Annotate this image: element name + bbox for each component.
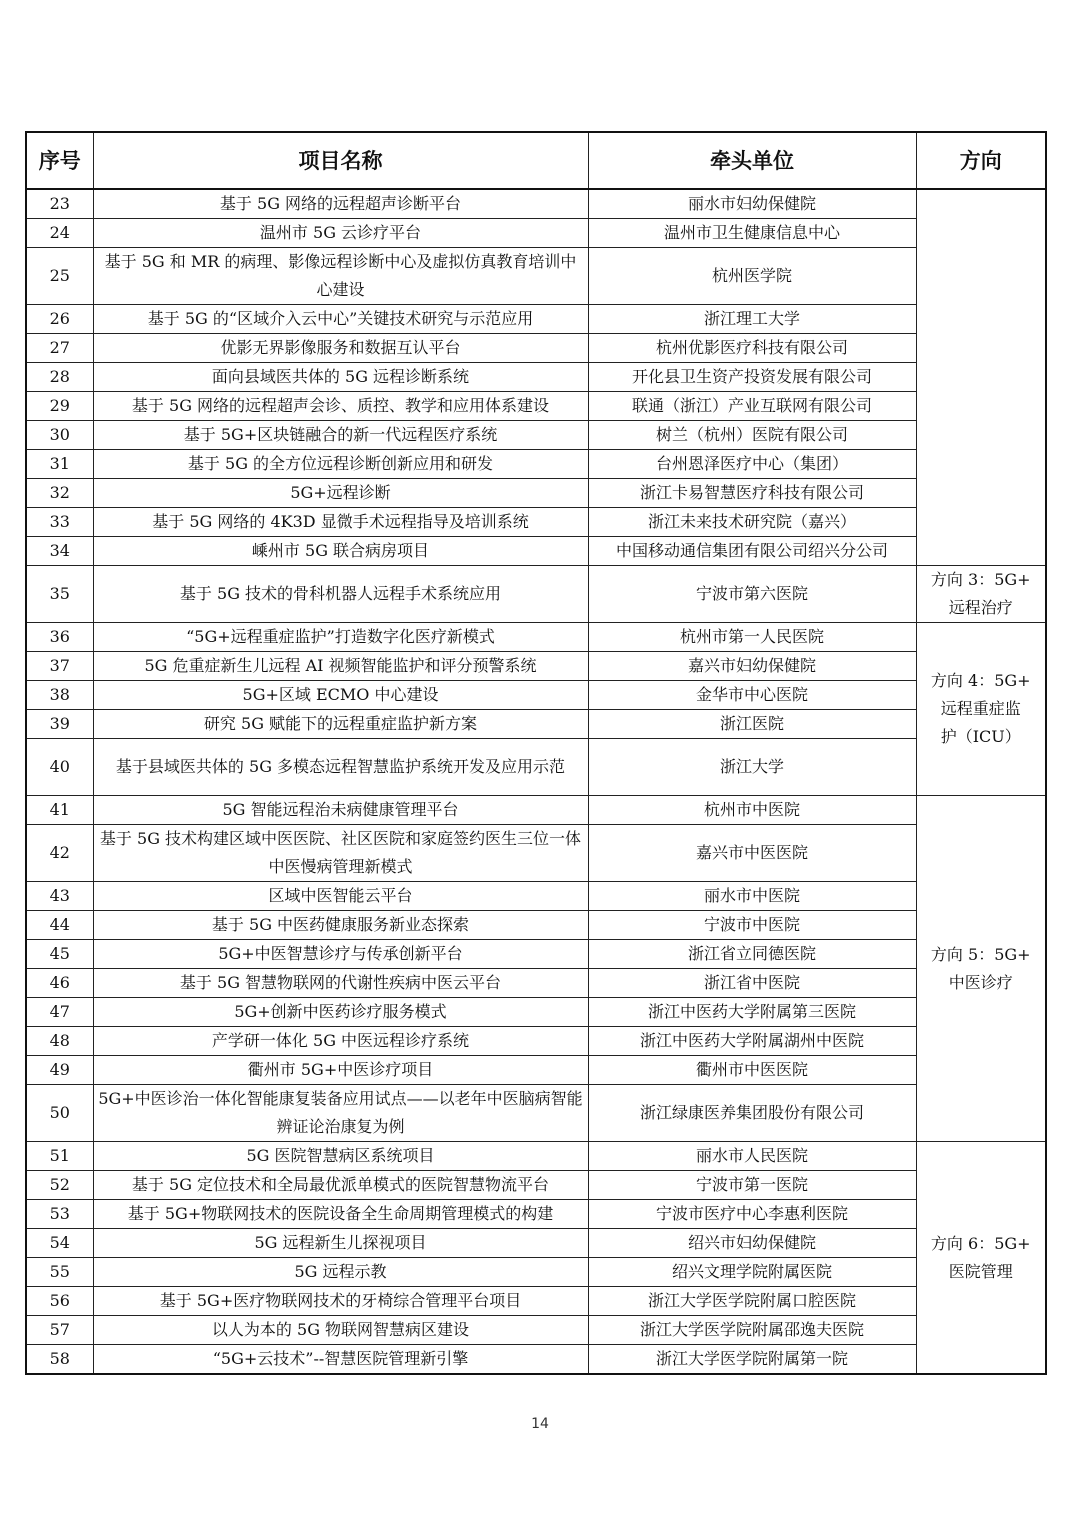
table-row: [26, 681, 1046, 710]
row-project-name: 优影无界影像服务和数据互认平台: [93, 334, 588, 363]
direction-cell: [916, 189, 1046, 566]
row-project-name: 5G 远程示教: [93, 1258, 588, 1287]
row-project-name: 基于 5G 网络的远程超声诊断平台: [93, 189, 588, 219]
row-seq: 36: [26, 623, 93, 652]
row-lead-unit: 浙江省立同德医院: [588, 940, 916, 969]
row-project-name: 嵊州市 5G 联合病房项目: [93, 537, 588, 566]
row-project-name: 基于 5G 中医药健康服务新业态探索: [93, 911, 588, 940]
row-seq: 57: [26, 1316, 93, 1345]
row-lead-unit: 浙江未来技术研究院（嘉兴）: [588, 508, 916, 537]
row-project-name: 基于县域医共体的 5G 多模态远程智慧监护系统开发及应用示范: [93, 739, 588, 796]
direction-line: 中医诊疗: [948, 972, 1013, 992]
table-row: [26, 334, 1046, 363]
row-seq: 32: [26, 479, 93, 508]
row-project-name: 基于 5G 网络的远程超声会诊、质控、教学和应用体系建设: [93, 392, 588, 421]
header-project-name: 项目名称: [93, 132, 588, 189]
row-lead-unit: 绍兴文理学院附属医院: [588, 1258, 916, 1287]
row-project-name: 5G+远程诊断: [93, 479, 588, 508]
row-lead-unit: 浙江大学: [588, 739, 916, 796]
table-row: [26, 566, 1046, 623]
table-row: [26, 710, 1046, 739]
table-row: [26, 1229, 1046, 1258]
row-seq: 35: [26, 566, 93, 623]
header-seq: 序号: [26, 132, 93, 189]
row-lead-unit: 浙江中医药大学附属湖州中医院: [588, 1027, 916, 1056]
table-row: [26, 219, 1046, 248]
row-lead-unit: 联通（浙江）产业互联网有限公司: [588, 392, 916, 421]
table-row: [26, 825, 1046, 882]
row-seq: 37: [26, 652, 93, 681]
row-seq: 29: [26, 392, 93, 421]
row-lead-unit: 丽水市人民医院: [588, 1142, 916, 1171]
row-project-name: 以人为本的 5G 物联网智慧病区建设: [93, 1316, 588, 1345]
row-seq: 47: [26, 998, 93, 1027]
row-project-name: 5G 智能远程治未病健康管理平台: [93, 796, 588, 825]
row-lead-unit: 浙江理工大学: [588, 305, 916, 334]
table-row: [26, 537, 1046, 566]
row-project-name: 5G 远程新生儿探视项目: [93, 1229, 588, 1258]
table-row: [26, 882, 1046, 911]
row-project-name: 基于 5G 技术构建区域中医医院、社区医院和家庭签约医生三位一体中医慢病管理新模式: [93, 825, 588, 882]
row-project-name: 5G 危重症新生儿远程 AI 视频智能监护和评分预警系统: [93, 652, 588, 681]
direction-line: 方向 4：5G+: [930, 671, 1031, 690]
row-lead-unit: 浙江大学医学院附属邵逸夫医院: [588, 1316, 916, 1345]
row-seq: 48: [26, 1027, 93, 1056]
row-lead-unit: 浙江医院: [588, 710, 916, 739]
row-seq: 39: [26, 710, 93, 739]
row-project-name: 基于 5G 和 MR 的病理、影像远程诊断中心及虚拟仿真教育培训中心建设: [93, 248, 588, 305]
table-row: [26, 796, 1046, 825]
direction-cell: [916, 796, 1046, 1142]
row-lead-unit: 浙江中医药大学附属第三医院: [588, 998, 916, 1027]
row-project-name: 研究 5G 赋能下的远程重症监护新方案: [93, 710, 588, 739]
row-lead-unit: 宁波市医疗中心李惠利医院: [588, 1200, 916, 1229]
row-project-name: 基于 5G 的“区域介入云中心”关键技术研究与示范应用: [93, 305, 588, 334]
row-lead-unit: 树兰（杭州）医院有限公司: [588, 421, 916, 450]
header-direction: 方向: [916, 132, 1046, 189]
row-seq: 25: [26, 248, 93, 305]
row-seq: 27: [26, 334, 93, 363]
table-row: [26, 305, 1046, 334]
row-project-name: 区域中医智能云平台: [93, 882, 588, 911]
row-lead-unit: 开化县卫生资产投资发展有限公司: [588, 363, 916, 392]
row-seq: 56: [26, 1287, 93, 1316]
table-row: [26, 1027, 1046, 1056]
row-seq: 49: [26, 1056, 93, 1085]
row-project-name: “5G+远程重症监护”打造数字化医疗新模式: [93, 623, 588, 652]
table-header-row: [26, 132, 1046, 189]
row-project-name: 5G 医院智慧病区系统项目: [93, 1142, 588, 1171]
direction-cell: [916, 1142, 1046, 1375]
row-seq: 40: [26, 739, 93, 796]
row-project-name: 衢州市 5G+中医诊疗项目: [93, 1056, 588, 1085]
table-row: [26, 998, 1046, 1027]
table-row: [26, 1142, 1046, 1171]
table-row: [26, 652, 1046, 681]
row-seq: 31: [26, 450, 93, 479]
table-row: [26, 189, 1046, 219]
row-seq: 23: [26, 189, 93, 219]
row-seq: 33: [26, 508, 93, 537]
row-lead-unit: 浙江大学医学院附属口腔医院: [588, 1287, 916, 1316]
table-row: [26, 363, 1046, 392]
row-project-name: 面向县域医共体的 5G 远程诊断系统: [93, 363, 588, 392]
row-project-name: 基于 5G+区块链融合的新一代远程医疗系统: [93, 421, 588, 450]
row-lead-unit: 浙江大学医学院附属第一院: [588, 1345, 916, 1375]
row-lead-unit: 宁波市第一医院: [588, 1171, 916, 1200]
direction-cell: [916, 623, 1046, 796]
table-row: [26, 508, 1046, 537]
table-row: [26, 1085, 1046, 1142]
table-row: [26, 940, 1046, 969]
table-row: [26, 421, 1046, 450]
table-row: [26, 248, 1046, 305]
row-project-name: 产学研一体化 5G 中医远程诊疗系统: [93, 1027, 588, 1056]
row-project-name: “5G+云技术”--智慧医院管理新引擎: [93, 1345, 588, 1375]
table-row: [26, 1345, 1046, 1375]
table-row: [26, 392, 1046, 421]
row-project-name: 基于 5G 智慧物联网的代谢性疾病中医云平台: [93, 969, 588, 998]
row-lead-unit: 台州恩泽医疗中心（集团）: [588, 450, 916, 479]
row-seq: 51: [26, 1142, 93, 1171]
row-lead-unit: 丽水市中医院: [588, 882, 916, 911]
row-lead-unit: 杭州市中医院: [588, 796, 916, 825]
project-table: [25, 131, 1047, 1375]
table-row: [26, 1056, 1046, 1085]
row-seq: 26: [26, 305, 93, 334]
row-project-name: 温州市 5G 云诊疗平台: [93, 219, 588, 248]
row-seq: 30: [26, 421, 93, 450]
row-seq: 55: [26, 1258, 93, 1287]
row-lead-unit: 杭州医学院: [588, 248, 916, 305]
row-lead-unit: 金华市中心医院: [588, 681, 916, 710]
table-row: [26, 1171, 1046, 1200]
row-lead-unit: 宁波市第六医院: [588, 566, 916, 623]
row-seq: 54: [26, 1229, 93, 1258]
row-lead-unit: 丽水市妇幼保健院: [588, 189, 916, 219]
row-project-name: 基于 5G 技术的骨科机器人远程手术系统应用: [93, 566, 588, 623]
row-lead-unit: 嘉兴市妇幼保健院: [588, 652, 916, 681]
table-row: [26, 1316, 1046, 1345]
row-seq: 53: [26, 1200, 93, 1229]
row-project-name: 5G+区域 ECMO 中心建设: [93, 681, 588, 710]
row-lead-unit: 杭州市第一人民医院: [588, 623, 916, 652]
row-seq: 42: [26, 825, 93, 882]
row-lead-unit: 衢州市中医医院: [588, 1056, 916, 1085]
row-project-name: 基于 5G 的全方位远程诊断创新应用和研发: [93, 450, 588, 479]
row-project-name: 5G+中医智慧诊疗与传承创新平台: [93, 940, 588, 969]
table-row: [26, 1287, 1046, 1316]
direction-line: 方向 5：5G+: [930, 944, 1031, 964]
direction-line: 方向 3：5G+: [930, 570, 1031, 589]
page-number: 14: [531, 1416, 549, 1432]
direction-line: 远程治疗: [948, 598, 1013, 617]
row-lead-unit: 嘉兴市中医医院: [588, 825, 916, 882]
table-row: [26, 911, 1046, 940]
row-lead-unit: 绍兴市妇幼保健院: [588, 1229, 916, 1258]
table-row: [26, 739, 1046, 796]
row-lead-unit: 浙江绿康医养集团股份有限公司: [588, 1085, 916, 1142]
row-project-name: 基于 5G 网络的 4K3D 显微手术远程指导及培训系统: [93, 508, 588, 537]
direction-line: 远程重症监: [940, 699, 1021, 718]
row-lead-unit: 中国移动通信集团有限公司绍兴分公司: [588, 537, 916, 566]
row-seq: 50: [26, 1085, 93, 1142]
direction-line: 护（ICU）: [940, 727, 1021, 746]
row-seq: 38: [26, 681, 93, 710]
row-seq: 58: [26, 1345, 93, 1375]
row-seq: 52: [26, 1171, 93, 1200]
row-seq: 44: [26, 911, 93, 940]
table-row: [26, 969, 1046, 998]
table-row: [26, 1258, 1046, 1287]
direction-line: 医院管理: [948, 1261, 1013, 1281]
row-lead-unit: 温州市卫生健康信息中心: [588, 219, 916, 248]
row-project-name: 基于 5G+医疗物联网技术的牙椅综合管理平台项目: [93, 1287, 588, 1316]
table-row: [26, 1200, 1046, 1229]
row-seq: 46: [26, 969, 93, 998]
row-seq: 24: [26, 219, 93, 248]
row-lead-unit: 宁波市中医院: [588, 911, 916, 940]
direction-line: 方向 6：5G+: [930, 1233, 1031, 1253]
row-project-name: 基于 5G 定位技术和全局最优派单模式的医院智慧物流平台: [93, 1171, 588, 1200]
row-seq: 41: [26, 796, 93, 825]
row-seq: 43: [26, 882, 93, 911]
header-lead-unit: 牵头单位: [588, 132, 916, 189]
table-row: [26, 450, 1046, 479]
row-lead-unit: 浙江卡易智慧医疗科技有限公司: [588, 479, 916, 508]
table-row: [26, 623, 1046, 652]
row-seq: 45: [26, 940, 93, 969]
row-lead-unit: 浙江省中医院: [588, 969, 916, 998]
row-lead-unit: 杭州优影医疗科技有限公司: [588, 334, 916, 363]
row-project-name: 5G+中医诊治一体化智能康复装备应用试点——以老年中医脑病智能辨证论治康复为例: [93, 1085, 588, 1142]
row-seq: 34: [26, 537, 93, 566]
row-project-name: 基于 5G+物联网技术的医院设备全生命周期管理模式的构建: [93, 1200, 588, 1229]
row-seq: 28: [26, 363, 93, 392]
row-project-name: 5G+创新中医药诊疗服务模式: [93, 998, 588, 1027]
table-row: [26, 479, 1046, 508]
direction-cell: [916, 566, 1046, 623]
